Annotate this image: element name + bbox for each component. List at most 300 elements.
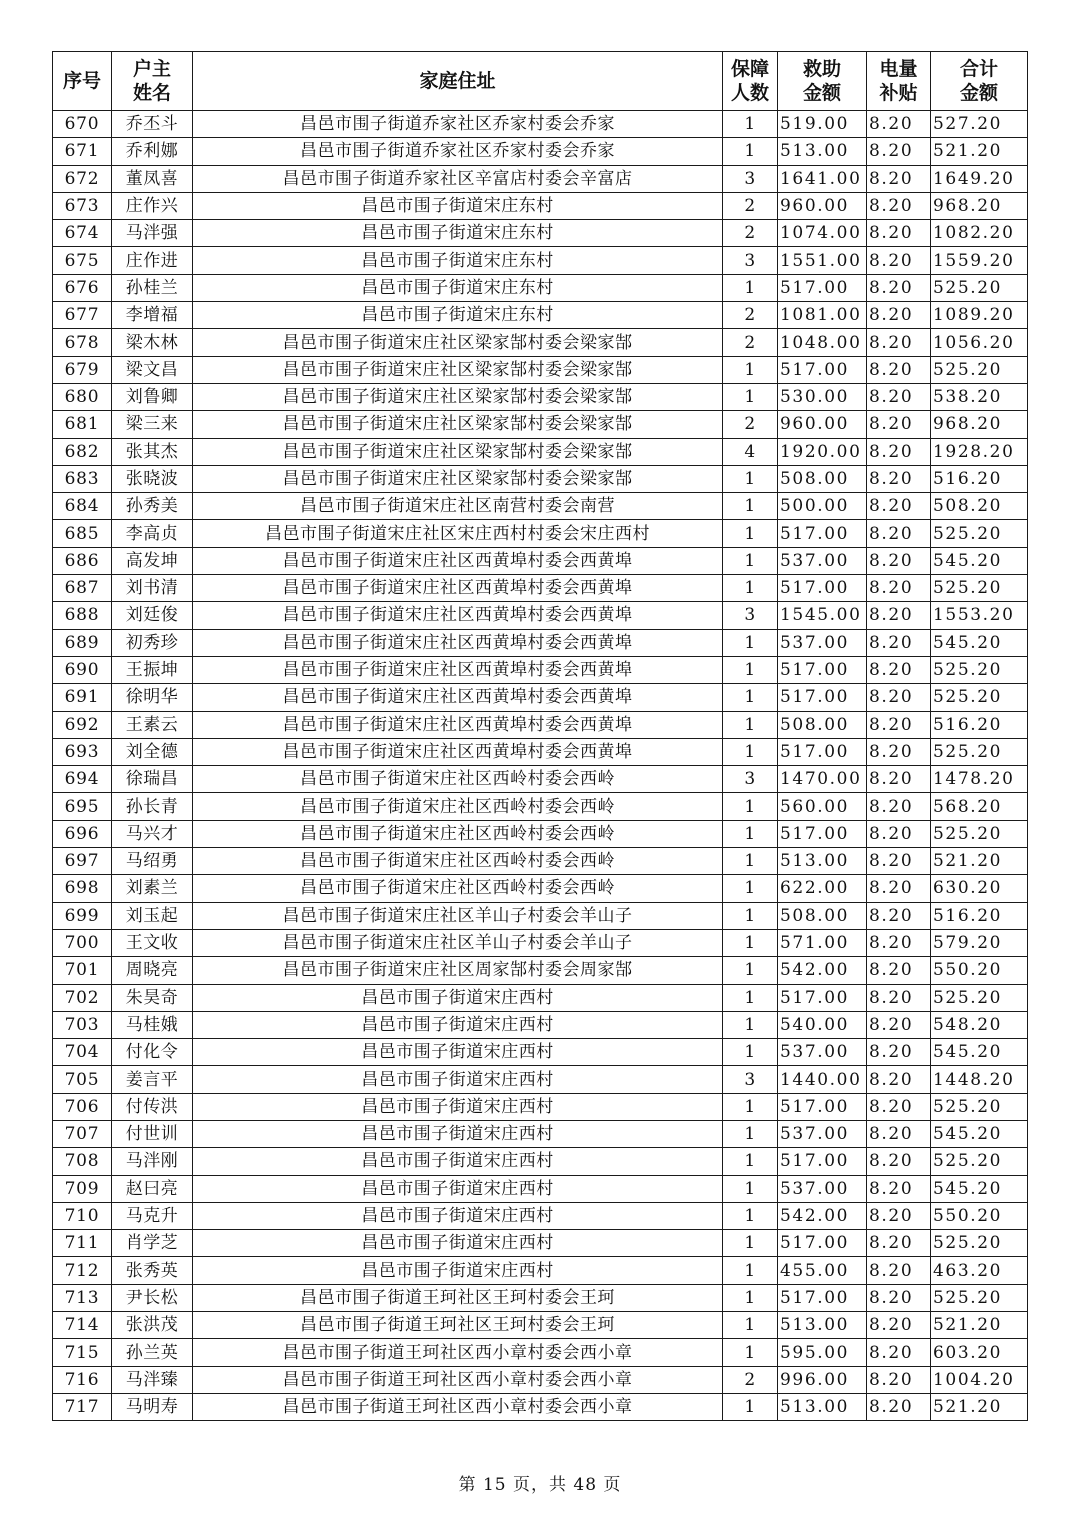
aid-amount-cell: 519.00 [778,111,867,138]
people-cell: 2 [723,220,778,247]
total-amount-cell: 527.20 [931,111,1028,138]
name-cell: 梁三来 [112,411,193,438]
table-row [53,111,1028,138]
table-body [53,111,1028,1421]
name-cell: 刘素兰 [112,875,193,902]
electricity-subsidy-cell: 8.20 [867,1148,931,1175]
total-amount-cell: 1649.20 [931,165,1028,192]
name-cell: 张洪茂 [112,1312,193,1339]
seq-cell: 708 [53,1148,112,1175]
electricity-subsidy-cell: 8.20 [867,493,931,520]
seq-cell: 717 [53,1393,112,1420]
total-amount-cell: 545.20 [931,1175,1028,1202]
total-amount-cell: 545.20 [931,1039,1028,1066]
total-amount-cell: 545.20 [931,629,1028,656]
aid-amount-cell: 517.00 [778,575,867,602]
address-cell: 昌邑市围子街道宋庄社区西岭村委会西岭 [193,793,723,820]
aid-amount-cell: 1440.00 [778,1066,867,1093]
table-row [53,793,1028,820]
header-electricity-subsidy: 电量 补贴 [867,52,931,111]
electricity-subsidy-cell: 8.20 [867,793,931,820]
address-cell: 昌邑市围子街道王珂社区王珂村委会王珂 [193,1284,723,1311]
table-row [53,247,1028,274]
people-cell: 1 [723,1175,778,1202]
table-row [53,902,1028,929]
seq-cell: 694 [53,766,112,793]
aid-amount-cell: 508.00 [778,902,867,929]
header-seq: 序号 [53,52,112,111]
aid-amount-cell: 1545.00 [778,602,867,629]
electricity-subsidy-cell: 8.20 [867,575,931,602]
total-amount-cell: 525.20 [931,1148,1028,1175]
address-cell: 昌邑市围子街道宋庄社区梁家郜村委会梁家郜 [193,383,723,410]
address-cell: 昌邑市围子街道宋庄社区西黄埠村委会西黄埠 [193,629,723,656]
seq-cell: 702 [53,984,112,1011]
total-amount-cell: 521.20 [931,1312,1028,1339]
people-cell: 1 [723,356,778,383]
address-cell: 昌邑市围子街道王珂社区西小章村委会西小章 [193,1339,723,1366]
people-cell: 1 [723,1312,778,1339]
people-cell: 1 [723,875,778,902]
table-row [53,1120,1028,1147]
aid-amount-cell: 517.00 [778,274,867,301]
aid-amount-cell: 1470.00 [778,766,867,793]
seq-cell: 675 [53,247,112,274]
page-footer: 第 15 页，共 48 页 [458,1475,622,1495]
name-cell: 刘廷俊 [112,602,193,629]
address-cell: 昌邑市围子街道宋庄社区西黄埠村委会西黄埠 [193,575,723,602]
people-cell: 1 [723,929,778,956]
address-cell: 昌邑市围子街道宋庄西村 [193,984,723,1011]
total-amount-cell: 525.20 [931,820,1028,847]
total-amount-cell: 538.20 [931,383,1028,410]
total-amount-cell: 1559.20 [931,247,1028,274]
relief-table [52,51,1028,1421]
people-cell: 1 [723,902,778,929]
name-cell: 马绍勇 [112,848,193,875]
name-cell: 张其杰 [112,438,193,465]
aid-amount-cell: 537.00 [778,1175,867,1202]
aid-amount-cell: 1551.00 [778,247,867,274]
address-cell: 昌邑市围子街道宋庄东村 [193,302,723,329]
table-row [53,547,1028,574]
table-row [53,1284,1028,1311]
table-row [53,493,1028,520]
header-name: 户主 姓名 [112,52,193,111]
electricity-subsidy-cell: 8.20 [867,1312,931,1339]
name-cell: 梁文昌 [112,356,193,383]
address-cell: 昌邑市围子街道宋庄西村 [193,1230,723,1257]
total-amount-cell: 1553.20 [931,602,1028,629]
electricity-subsidy-cell: 8.20 [867,957,931,984]
seq-cell: 705 [53,1066,112,1093]
seq-cell: 712 [53,1257,112,1284]
total-amount-cell: 630.20 [931,875,1028,902]
name-cell: 初秀珍 [112,629,193,656]
electricity-subsidy-cell: 8.20 [867,438,931,465]
aid-amount-cell: 960.00 [778,192,867,219]
aid-amount-cell: 996.00 [778,1366,867,1393]
address-cell: 昌邑市围子街道王珂社区王珂村委会王珂 [193,1312,723,1339]
address-cell: 昌邑市围子街道宋庄社区西岭村委会西岭 [193,848,723,875]
table-row [53,1039,1028,1066]
people-cell: 1 [723,711,778,738]
aid-amount-cell: 542.00 [778,1202,867,1229]
table-row [53,629,1028,656]
seq-cell: 689 [53,629,112,656]
table-row [53,165,1028,192]
electricity-subsidy-cell: 8.20 [867,383,931,410]
address-cell: 昌邑市围子街道宋庄西村 [193,1093,723,1120]
electricity-subsidy-cell: 8.20 [867,1120,931,1147]
electricity-subsidy-cell: 8.20 [867,1284,931,1311]
people-cell: 3 [723,165,778,192]
address-cell: 昌邑市围子街道乔家社区乔家村委会乔家 [193,111,723,138]
aid-amount-cell: 1641.00 [778,165,867,192]
address-cell: 昌邑市围子街道宋庄东村 [193,247,723,274]
seq-cell: 683 [53,465,112,492]
people-cell: 1 [723,1393,778,1420]
name-cell: 乔丕斗 [112,111,193,138]
electricity-subsidy-cell: 8.20 [867,1175,931,1202]
name-cell: 姜言平 [112,1066,193,1093]
electricity-subsidy-cell: 8.20 [867,711,931,738]
table-row [53,411,1028,438]
electricity-subsidy-cell: 8.20 [867,356,931,383]
aid-amount-cell: 517.00 [778,684,867,711]
total-amount-cell: 525.20 [931,1284,1028,1311]
seq-cell: 681 [53,411,112,438]
total-amount-cell: 1089.20 [931,302,1028,329]
table-row [53,738,1028,765]
address-cell: 昌邑市围子街道宋庄社区梁家郜村委会梁家郜 [193,329,723,356]
address-cell: 昌邑市围子街道宋庄社区西黄埠村委会西黄埠 [193,547,723,574]
aid-amount-cell: 517.00 [778,1284,867,1311]
total-amount-cell: 545.20 [931,1120,1028,1147]
aid-amount-cell: 517.00 [778,656,867,683]
total-amount-cell: 550.20 [931,957,1028,984]
aid-amount-cell: 517.00 [778,738,867,765]
name-cell: 张晓波 [112,465,193,492]
total-amount-cell: 525.20 [931,356,1028,383]
people-cell: 1 [723,684,778,711]
address-cell: 昌邑市围子街道宋庄社区梁家郜村委会梁家郜 [193,438,723,465]
name-cell: 张秀英 [112,1257,193,1284]
table-row [53,1011,1028,1038]
total-amount-cell: 525.20 [931,684,1028,711]
aid-amount-cell: 513.00 [778,1312,867,1339]
aid-amount-cell: 517.00 [778,356,867,383]
people-cell: 3 [723,602,778,629]
electricity-subsidy-cell: 8.20 [867,1257,931,1284]
total-amount-cell: 1056.20 [931,329,1028,356]
name-cell: 尹长松 [112,1284,193,1311]
header-total-amount: 合计 金额 [931,52,1028,111]
total-amount-cell: 1928.20 [931,438,1028,465]
seq-cell: 695 [53,793,112,820]
people-cell: 3 [723,766,778,793]
table-row [53,820,1028,847]
seq-cell: 687 [53,575,112,602]
table-row [53,875,1028,902]
table-row [53,192,1028,219]
electricity-subsidy-cell: 8.20 [867,929,931,956]
people-cell: 1 [723,383,778,410]
people-cell: 1 [723,1257,778,1284]
name-cell: 马克升 [112,1202,193,1229]
aid-amount-cell: 508.00 [778,465,867,492]
table-row [53,929,1028,956]
seq-cell: 696 [53,820,112,847]
seq-cell: 672 [53,165,112,192]
total-amount-cell: 525.20 [931,738,1028,765]
total-amount-cell: 968.20 [931,192,1028,219]
people-cell: 1 [723,547,778,574]
seq-cell: 674 [53,220,112,247]
seq-cell: 698 [53,875,112,902]
name-cell: 孙兰英 [112,1339,193,1366]
name-cell: 马明寿 [112,1393,193,1420]
total-amount-cell: 508.20 [931,493,1028,520]
table-row [53,1093,1028,1120]
table-row [53,684,1028,711]
people-cell: 1 [723,493,778,520]
aid-amount-cell: 517.00 [778,1230,867,1257]
total-amount-cell: 525.20 [931,575,1028,602]
aid-amount-cell: 1074.00 [778,220,867,247]
aid-amount-cell: 595.00 [778,1339,867,1366]
name-cell: 马泮强 [112,220,193,247]
seq-cell: 688 [53,602,112,629]
electricity-subsidy-cell: 8.20 [867,656,931,683]
aid-amount-cell: 517.00 [778,1093,867,1120]
address-cell: 昌邑市围子街道宋庄西村 [193,1011,723,1038]
aid-amount-cell: 1048.00 [778,329,867,356]
table-row [53,302,1028,329]
name-cell: 马兴才 [112,820,193,847]
aid-amount-cell: 560.00 [778,793,867,820]
table-row [53,1339,1028,1366]
name-cell: 付世训 [112,1120,193,1147]
people-cell: 1 [723,138,778,165]
address-cell: 昌邑市围子街道宋庄社区西黄埠村委会西黄埠 [193,711,723,738]
address-cell: 昌邑市围子街道宋庄社区西岭村委会西岭 [193,820,723,847]
electricity-subsidy-cell: 8.20 [867,138,931,165]
name-cell: 李高贞 [112,520,193,547]
people-cell: 2 [723,302,778,329]
name-cell: 董凤喜 [112,165,193,192]
electricity-subsidy-cell: 8.20 [867,738,931,765]
electricity-subsidy-cell: 8.20 [867,766,931,793]
table-row [53,1148,1028,1175]
aid-amount-cell: 542.00 [778,957,867,984]
name-cell: 肖学芝 [112,1230,193,1257]
table-row [53,656,1028,683]
address-cell: 昌邑市围子街道宋庄东村 [193,220,723,247]
name-cell: 梁木林 [112,329,193,356]
address-cell: 昌邑市围子街道王珂社区西小章村委会西小章 [193,1366,723,1393]
table-row [53,1312,1028,1339]
people-cell: 1 [723,1230,778,1257]
name-cell: 付传洪 [112,1093,193,1120]
electricity-subsidy-cell: 8.20 [867,902,931,929]
people-cell: 3 [723,247,778,274]
people-cell: 1 [723,1339,778,1366]
table-row [53,848,1028,875]
electricity-subsidy-cell: 8.20 [867,848,931,875]
seq-cell: 670 [53,111,112,138]
seq-cell: 714 [53,1312,112,1339]
electricity-subsidy-cell: 8.20 [867,274,931,301]
name-cell: 王振坤 [112,656,193,683]
name-cell: 付化令 [112,1039,193,1066]
electricity-subsidy-cell: 8.20 [867,520,931,547]
seq-cell: 709 [53,1175,112,1202]
table-row [53,1230,1028,1257]
aid-amount-cell: 571.00 [778,929,867,956]
aid-amount-cell: 622.00 [778,875,867,902]
people-cell: 1 [723,629,778,656]
address-cell: 昌邑市围子街道宋庄社区西黄埠村委会西黄埠 [193,656,723,683]
address-cell: 昌邑市围子街道宋庄西村 [193,1202,723,1229]
aid-amount-cell: 517.00 [778,820,867,847]
header-address: 家庭住址 [193,52,723,111]
total-amount-cell: 521.20 [931,848,1028,875]
address-cell: 昌邑市围子街道宋庄社区西黄埠村委会西黄埠 [193,684,723,711]
electricity-subsidy-cell: 8.20 [867,684,931,711]
people-cell: 2 [723,1366,778,1393]
aid-amount-cell: 540.00 [778,1011,867,1038]
people-cell: 1 [723,465,778,492]
total-amount-cell: 1478.20 [931,766,1028,793]
people-cell: 1 [723,575,778,602]
seq-cell: 685 [53,520,112,547]
aid-amount-cell: 455.00 [778,1257,867,1284]
electricity-subsidy-cell: 8.20 [867,1230,931,1257]
name-cell: 刘玉起 [112,902,193,929]
header-people: 保障 人数 [723,52,778,111]
electricity-subsidy-cell: 8.20 [867,329,931,356]
table-row [53,274,1028,301]
electricity-subsidy-cell: 8.20 [867,411,931,438]
electricity-subsidy-cell: 8.20 [867,1011,931,1038]
total-amount-cell: 545.20 [931,547,1028,574]
address-cell: 昌邑市围子街道宋庄西村 [193,1066,723,1093]
aid-amount-cell: 517.00 [778,984,867,1011]
aid-amount-cell: 537.00 [778,547,867,574]
seq-cell: 682 [53,438,112,465]
electricity-subsidy-cell: 8.20 [867,1393,931,1420]
table-row [53,220,1028,247]
name-cell: 高发坤 [112,547,193,574]
seq-cell: 715 [53,1339,112,1366]
people-cell: 4 [723,438,778,465]
total-amount-cell: 525.20 [931,656,1028,683]
electricity-subsidy-cell: 8.20 [867,192,931,219]
table-row [53,984,1028,1011]
people-cell: 1 [723,1202,778,1229]
seq-cell: 686 [53,547,112,574]
seq-cell: 716 [53,1366,112,1393]
aid-amount-cell: 500.00 [778,493,867,520]
total-amount-cell: 516.20 [931,902,1028,929]
people-cell: 1 [723,1120,778,1147]
people-cell: 1 [723,820,778,847]
total-amount-cell: 463.20 [931,1257,1028,1284]
electricity-subsidy-cell: 8.20 [867,1366,931,1393]
people-cell: 2 [723,411,778,438]
total-amount-cell: 516.20 [931,711,1028,738]
seq-cell: 671 [53,138,112,165]
electricity-subsidy-cell: 8.20 [867,111,931,138]
seq-cell: 713 [53,1284,112,1311]
name-cell: 徐明华 [112,684,193,711]
seq-cell: 700 [53,929,112,956]
seq-cell: 680 [53,383,112,410]
name-cell: 马泮刚 [112,1148,193,1175]
table-row [53,575,1028,602]
table-row [53,356,1028,383]
total-amount-cell: 525.20 [931,520,1028,547]
total-amount-cell: 1082.20 [931,220,1028,247]
name-cell: 孙桂兰 [112,274,193,301]
name-cell: 王素云 [112,711,193,738]
total-amount-cell: 516.20 [931,465,1028,492]
seq-cell: 711 [53,1230,112,1257]
seq-cell: 693 [53,738,112,765]
address-cell: 昌邑市围子街道宋庄社区南营村委会南营 [193,493,723,520]
electricity-subsidy-cell: 8.20 [867,820,931,847]
people-cell: 1 [723,111,778,138]
address-cell: 昌邑市围子街道宋庄社区梁家郜村委会梁家郜 [193,356,723,383]
address-cell: 昌邑市围子街道宋庄社区梁家郜村委会梁家郜 [193,411,723,438]
name-cell: 刘书清 [112,575,193,602]
table-row [53,438,1028,465]
name-cell: 王文收 [112,929,193,956]
seq-cell: 704 [53,1039,112,1066]
address-cell: 昌邑市围子街道王珂社区西小章村委会西小章 [193,1393,723,1420]
electricity-subsidy-cell: 8.20 [867,1066,931,1093]
seq-cell: 699 [53,902,112,929]
address-cell: 昌邑市围子街道宋庄西村 [193,1039,723,1066]
total-amount-cell: 525.20 [931,274,1028,301]
total-amount-cell: 550.20 [931,1202,1028,1229]
address-cell: 昌邑市围子街道乔家社区乔家村委会乔家 [193,138,723,165]
electricity-subsidy-cell: 8.20 [867,984,931,1011]
aid-amount-cell: 513.00 [778,1393,867,1420]
people-cell: 1 [723,738,778,765]
seq-cell: 703 [53,1011,112,1038]
table-row [53,766,1028,793]
seq-cell: 692 [53,711,112,738]
seq-cell: 706 [53,1093,112,1120]
table-row [53,1066,1028,1093]
name-cell: 刘全德 [112,738,193,765]
electricity-subsidy-cell: 8.20 [867,165,931,192]
seq-cell: 690 [53,656,112,683]
name-cell: 庄作兴 [112,192,193,219]
people-cell: 1 [723,1011,778,1038]
address-cell: 昌邑市围子街道宋庄社区梁家郜村委会梁家郜 [193,465,723,492]
aid-amount-cell: 530.00 [778,383,867,410]
total-amount-cell: 525.20 [931,1093,1028,1120]
name-cell: 周晓亮 [112,957,193,984]
table-row [53,1366,1028,1393]
address-cell: 昌邑市围子街道宋庄东村 [193,192,723,219]
name-cell: 李增福 [112,302,193,329]
seq-cell: 701 [53,957,112,984]
electricity-subsidy-cell: 8.20 [867,547,931,574]
